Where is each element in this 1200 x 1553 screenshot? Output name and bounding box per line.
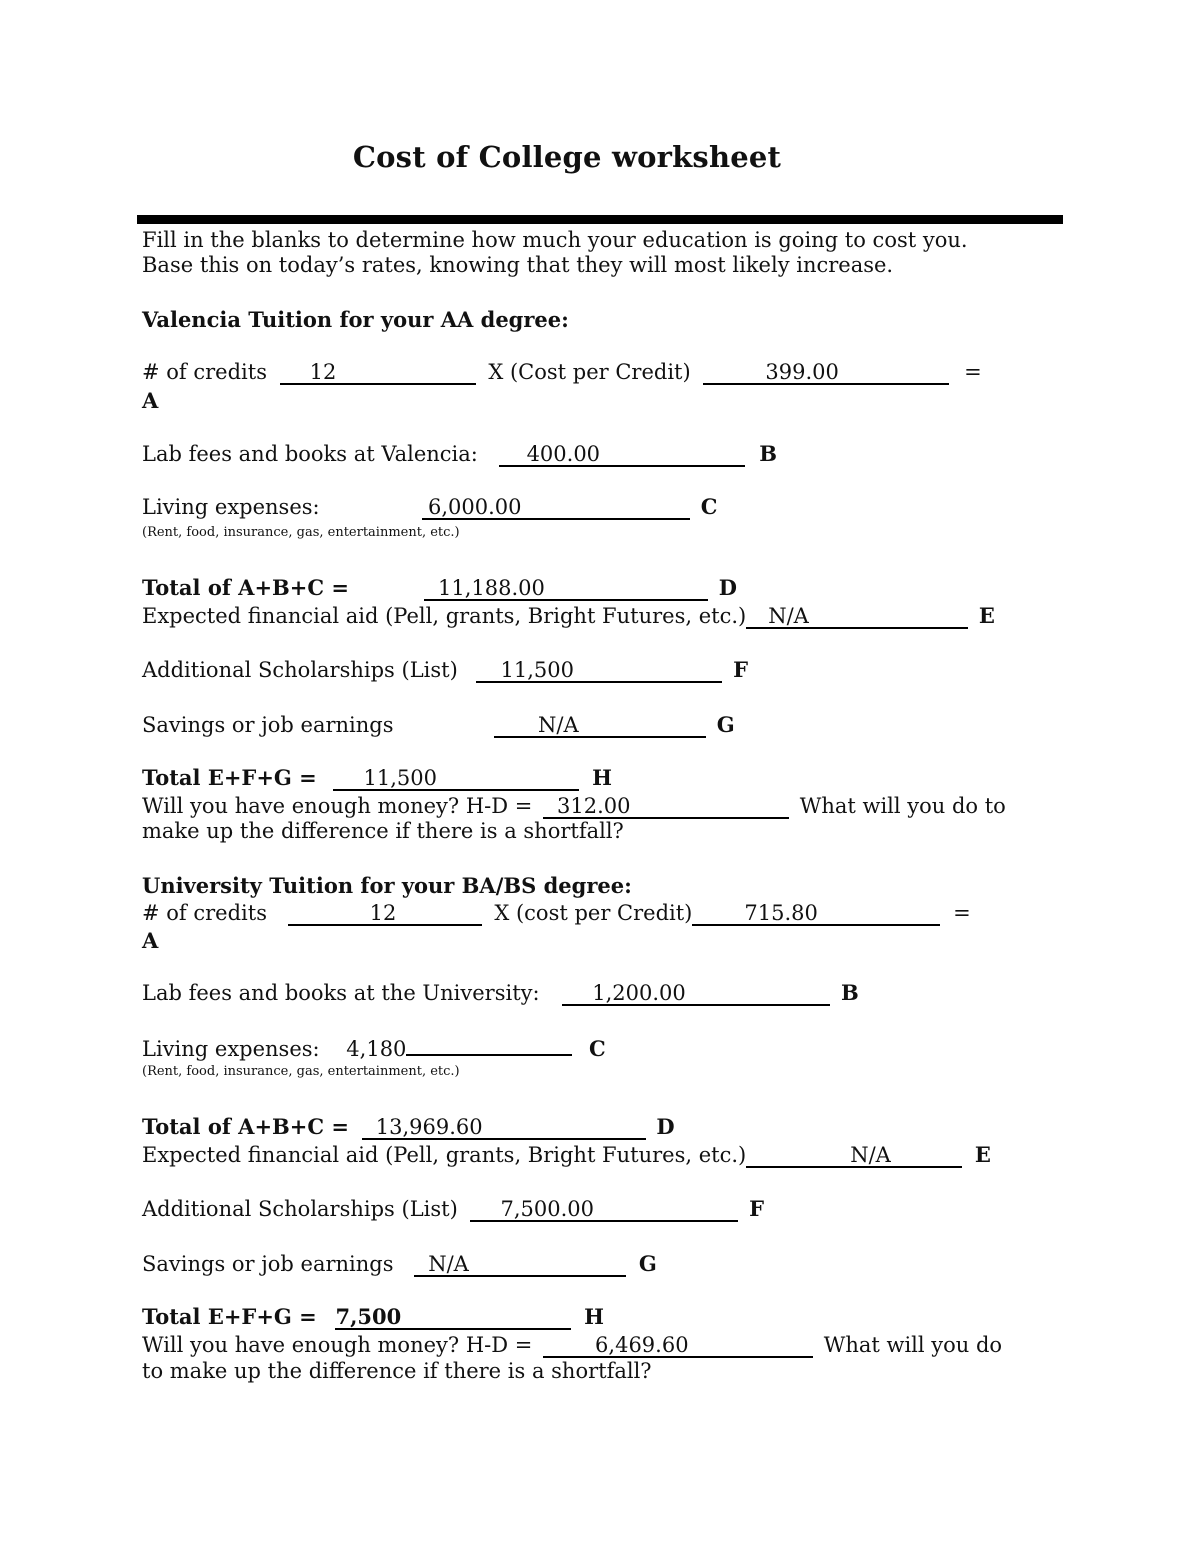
university-lab-row bbox=[142, 980, 859, 1006]
credits-label: # of credits bbox=[142, 901, 267, 925]
enough-tail: What will you do bbox=[823, 1333, 1003, 1357]
enough-line-2: to make up the difference if there is a shortfall? bbox=[142, 1359, 652, 1383]
scholarship-field[interactable]: 11,500 bbox=[476, 659, 722, 683]
valencia-enough-row bbox=[142, 793, 1006, 819]
valencia-lab-row bbox=[142, 441, 777, 467]
valencia-heading: Valencia Tuition for your AA degree: bbox=[142, 307, 569, 332]
letter-f: F bbox=[733, 657, 749, 682]
credits-field[interactable]: 12 bbox=[288, 902, 482, 926]
letter-c: C bbox=[588, 1036, 606, 1061]
intro-line-2: Base this on today’s rates, knowing that they will most likely increase. bbox=[142, 253, 894, 277]
page-title: Cost of College worksheet bbox=[352, 140, 782, 174]
letter-d: D bbox=[718, 575, 737, 600]
cost-per-credit-field[interactable]: 399.00 bbox=[703, 361, 949, 385]
enough-field[interactable]: 312.00 bbox=[543, 795, 789, 819]
valencia-total-abc-row bbox=[142, 575, 737, 601]
scholarship-label: Additional Scholarships (List) bbox=[142, 1197, 458, 1221]
letter-c: C bbox=[700, 494, 718, 519]
letter-e: E bbox=[974, 1142, 991, 1167]
university-scholarship-row bbox=[142, 1196, 764, 1222]
enough-line-2: make up the difference if there is a shortfall? bbox=[142, 819, 624, 843]
scholarship-field[interactable]: 7,500.00 bbox=[470, 1198, 738, 1222]
living-value: 4,180 bbox=[346, 1037, 407, 1061]
valencia-aid-row bbox=[142, 603, 995, 629]
savings-label: Savings or job earnings bbox=[142, 1252, 394, 1276]
equals-sign: = bbox=[964, 360, 982, 384]
letter-b: B bbox=[840, 980, 859, 1005]
university-total-abc-row bbox=[142, 1114, 675, 1140]
cost-per-credit-label: X (Cost per Credit) bbox=[488, 360, 691, 384]
letter-f: F bbox=[749, 1196, 765, 1221]
scholarship-label: Additional Scholarships (List) bbox=[142, 658, 458, 682]
letter-a: A bbox=[142, 388, 159, 413]
savings-field[interactable]: N/A bbox=[414, 1253, 626, 1277]
letter-d: D bbox=[656, 1114, 675, 1139]
total-abc-field[interactable]: 11,188.00 bbox=[424, 577, 708, 601]
intro-line-1: Fill in the blanks to determine how much your education is going to cost you. bbox=[142, 228, 968, 252]
university-credits-row bbox=[142, 900, 971, 926]
valencia-scholarship-row bbox=[142, 657, 748, 683]
living-field[interactable]: 6,000.00 bbox=[422, 496, 690, 520]
title-divider bbox=[137, 215, 1063, 224]
university-total-efg-row bbox=[142, 1304, 604, 1330]
valencia-credits-row bbox=[142, 359, 982, 385]
university-savings-row bbox=[142, 1251, 657, 1277]
enough-label: Will you have enough money? H-D = bbox=[142, 794, 533, 818]
total-abc-field[interactable]: 13,969.60 bbox=[362, 1116, 646, 1140]
university-aid-row bbox=[142, 1142, 991, 1168]
living-label: Living expenses: bbox=[142, 1037, 320, 1061]
letter-b: B bbox=[759, 441, 777, 466]
lab-label: Lab fees and books at Valencia: bbox=[142, 442, 478, 466]
savings-label: Savings or job earnings bbox=[142, 713, 394, 737]
total-efg-field[interactable]: 11,500 bbox=[333, 767, 579, 791]
letter-g: G bbox=[638, 1251, 657, 1276]
valencia-total-efg-row bbox=[142, 765, 612, 791]
university-heading: University Tuition for your BA/BS degree: bbox=[142, 873, 632, 898]
aid-field[interactable]: N/A bbox=[746, 1144, 962, 1168]
letter-e: E bbox=[978, 603, 995, 628]
living-note: (Rent, food, insurance, gas, entertainment, etc.) bbox=[142, 525, 460, 540]
enough-tail: What will you do to bbox=[799, 794, 1006, 818]
lab-field[interactable]: 400.00 bbox=[499, 443, 745, 467]
lab-label: Lab fees and books at the University: bbox=[142, 981, 540, 1005]
aid-label: Expected financial aid (Pell, grants, Bright Futures, etc.) bbox=[142, 604, 747, 628]
total-abc-label: Total of A+B+C = bbox=[142, 1114, 350, 1139]
lab-field[interactable]: 1,200.00 bbox=[562, 982, 830, 1006]
living-field[interactable] bbox=[346, 1034, 578, 1060]
living-label: Living expenses: bbox=[142, 495, 320, 519]
letter-g: G bbox=[716, 712, 735, 737]
enough-label: Will you have enough money? H-D = bbox=[142, 1333, 533, 1357]
aid-label: Expected financial aid (Pell, grants, Bright Futures, etc.) bbox=[142, 1143, 747, 1167]
cost-per-credit-label: X (cost per Credit) bbox=[494, 901, 693, 925]
savings-field[interactable]: N/A bbox=[494, 714, 706, 738]
credits-field[interactable]: 12 bbox=[280, 361, 476, 385]
living-note: (Rent, food, insurance, gas, entertainment, etc.) bbox=[142, 1064, 460, 1079]
letter-a: A bbox=[142, 928, 159, 953]
valencia-living-row bbox=[142, 494, 717, 520]
total-efg-label: Total E+F+G = bbox=[142, 765, 317, 790]
total-efg-label: Total E+F+G = bbox=[142, 1304, 317, 1329]
enough-field[interactable]: 6,469.60 bbox=[543, 1334, 813, 1358]
letter-h: H bbox=[592, 765, 612, 790]
living-blank-line bbox=[406, 1034, 572, 1056]
letter-h: H bbox=[584, 1304, 604, 1329]
university-enough-row bbox=[142, 1332, 1002, 1358]
university-living-row bbox=[142, 1034, 606, 1062]
total-efg-field[interactable]: 7,500 bbox=[335, 1306, 571, 1330]
valencia-savings-row bbox=[142, 712, 735, 738]
equals-sign: = bbox=[953, 901, 971, 925]
credits-label: # of credits bbox=[142, 360, 267, 384]
aid-field[interactable]: N/A bbox=[746, 605, 968, 629]
total-abc-label: Total of A+B+C = bbox=[142, 575, 350, 600]
cost-per-credit-field[interactable]: 715.80 bbox=[692, 902, 940, 926]
